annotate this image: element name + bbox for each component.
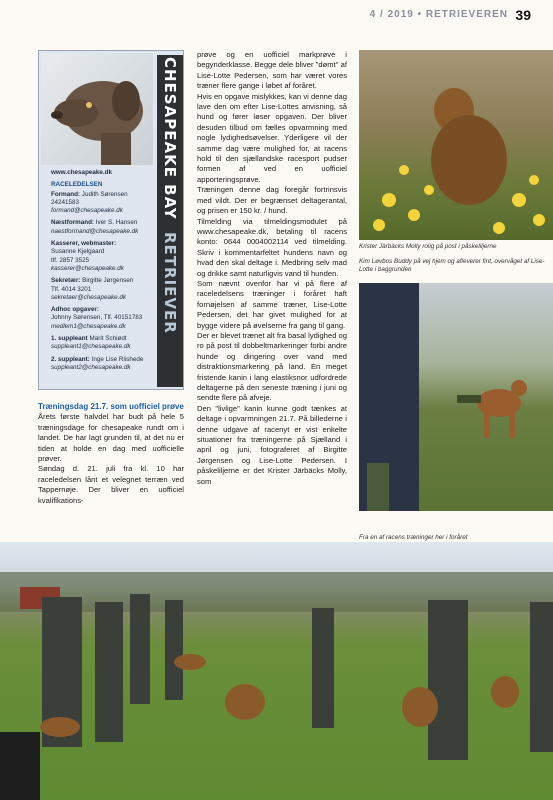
issue-label: 4 / 2019 • RETRIEVEREN — [369, 9, 508, 20]
vertical-title-band — [157, 55, 183, 387]
contact-entry — [51, 356, 156, 373]
photo1-caption: Krister Järbäcks Molly rolig på post i påskeliljerne — [359, 243, 497, 250]
article-subheading: Træningsdag 21.7. som uofficiel prøve — [38, 402, 184, 411]
contact-name: Iver S. Hansen — [95, 219, 138, 227]
section-heading: RACELEDELSEN — [51, 181, 103, 189]
contact-phone: 24241583 — [51, 198, 80, 206]
contact-role: 2. suppleant: — [51, 355, 90, 363]
contact-email[interactable]: suppleant1@chesapeake.dk — [51, 343, 131, 351]
contact-email[interactable]: medlem1@chesapeake.dk — [51, 322, 126, 330]
contact-email[interactable]: sekretaer@chesapeake.dk — [51, 293, 126, 301]
daffodils-scene — [359, 50, 553, 240]
contact-name: Johnny Sørensen, Tlf. 40151783 — [51, 314, 143, 322]
contact-email[interactable]: naestformand@chesapeake.dk — [51, 227, 139, 235]
contact-phone: Tlf. 4014 3201 — [51, 285, 92, 293]
contact-name: Judith Sørensen — [81, 190, 128, 198]
contact-role: 1. suppleant — [51, 335, 88, 343]
contact-name: Susanne Kjelgaard — [51, 248, 105, 256]
contact-role: Adhoc opgaver: — [51, 306, 99, 314]
contact-email[interactable]: suppleant2@chesapeake.dk — [51, 363, 131, 371]
contact-email[interactable]: kasserer@chesapeake.dk — [51, 264, 124, 272]
photo-dog-retrieving — [359, 283, 553, 511]
article-column-1 — [38, 402, 184, 506]
contact-name: Birgitte Jørgensen — [82, 277, 134, 285]
article-text-col2: prøve og en uofficiel markprøve i begynderklasse. Begge dele bliver "dømt" af Lise-Lotte Pedersen, som har været vores træner flere gange i løbet af foråret. Hvis en opgave mislykkes, kan vi denne dag lave den om efter Lise-Lottes anvisning, så hund og fører løser opgaven. Der bliver desuden tilbud om fælles opvarmning med nogle lydighedsøvelser. Yderligere vil der samme dag være mulighed for, at racens hold til den sjællandske racesport pudser formen af ved en uofficiel apporteringsprøve. Træningen denne dag foregår fortrinsvis med vildt. Der er begrænset deltagerantal, og prisen er 150 kr. / hund. Tilmelding via tilmeldingsmodulet på www.chesapeake.dk, betaling til racens konto: 0644 0004002114 ved tilmelding. Skriv i kommentarfeltet hundens navn og hvad den skal deltage i. Medbring selv mad og drikke samt naturligvis vand til hunden. Som nævnt ovenfor har vi på flere af raceledelsens træninger i foråret haft fornøjelsen af samme træner, Lise-Lotte Pedersen, det har givet mulighed for at bygge videre på øvelserne fra gang til gang. Der er blevet trænet alt fra basal lydighed og ro på post til dobbeltmarkeringer forbi andre hunde og dirigering over vand med distraktionsmarkering på land. En meget fristende kanin i lang elastiksnor udfordrede deltagerne på den seneste træning i juni og sendte flere på afveje. Den "livlige" kanin kunne godt tænkes at deltage i opvarmningen 21.7. På billederne i denne udgave af racenyt er vist enkelte situationer fra træningerne på Sjælland i april og juni, fotograferet af Birgitte Jørgensen og Lise-Lotte Pedersen. I påskeliljerne er det Krister Järbäcks Molly, som — [197, 50, 347, 486]
website-link[interactable]: www.chesapeake.dk — [51, 169, 113, 176]
training-field-scene — [0, 542, 553, 800]
retrieve-scene — [359, 283, 553, 511]
photo-dog-daffodils — [359, 50, 553, 240]
article-text-col1: Årets første halvdel har budt på hele 5 træningsdage for chesapeake rundt om i landet. De har lagt grunden til, at det nu er tiden at holde en dag med uofficielle prøver. Søndag d. 21. juli fra kl. 10 har raceledelsen lånt et velegnet terræn ved Tappernøje. Der bliver en uofficiel kvalifikations- — [38, 412, 184, 505]
contact-phone: tlf. 2857 3525 — [51, 256, 90, 264]
contact-email[interactable]: formand@chesapeake.dk — [51, 207, 123, 215]
photo3-caption: Fra en af racens træninger her i foråret — [359, 534, 468, 541]
article-column-2 — [197, 50, 347, 487]
club-info-box — [38, 50, 184, 390]
contact-role: Sekretær: — [51, 277, 81, 285]
contact-name: Inge Lise Riishede — [91, 355, 144, 363]
contact-entry — [51, 306, 156, 331]
photo2-caption: Kim Løvbos Buddy på vej hjem og afleverer fint, overvåget af Lise-Lotte i baggrunden — [359, 258, 545, 273]
contact-entry — [51, 219, 156, 236]
title-retriever: RETRIEVER — [161, 231, 179, 334]
contact-name: Marit Schiødt — [89, 335, 127, 343]
contact-entry — [51, 335, 156, 352]
title-chesapeake-bay: CHESAPEAKE BAY — [161, 57, 179, 220]
photo-group-training — [0, 542, 553, 800]
page-number: 39 — [515, 7, 531, 23]
dog-head-illustration — [41, 53, 153, 165]
contact-role: Kasserer, webmaster: — [51, 240, 117, 248]
contact-entry — [51, 277, 156, 302]
contact-role: Næstformand: — [51, 219, 95, 227]
contact-list — [51, 169, 156, 376]
contact-role: Formand: — [51, 190, 81, 198]
contact-entry — [51, 191, 156, 216]
vertical-title — [161, 57, 179, 334]
dog-portrait-photo — [41, 53, 153, 165]
contact-entry — [51, 240, 156, 273]
page-header — [0, 0, 553, 30]
